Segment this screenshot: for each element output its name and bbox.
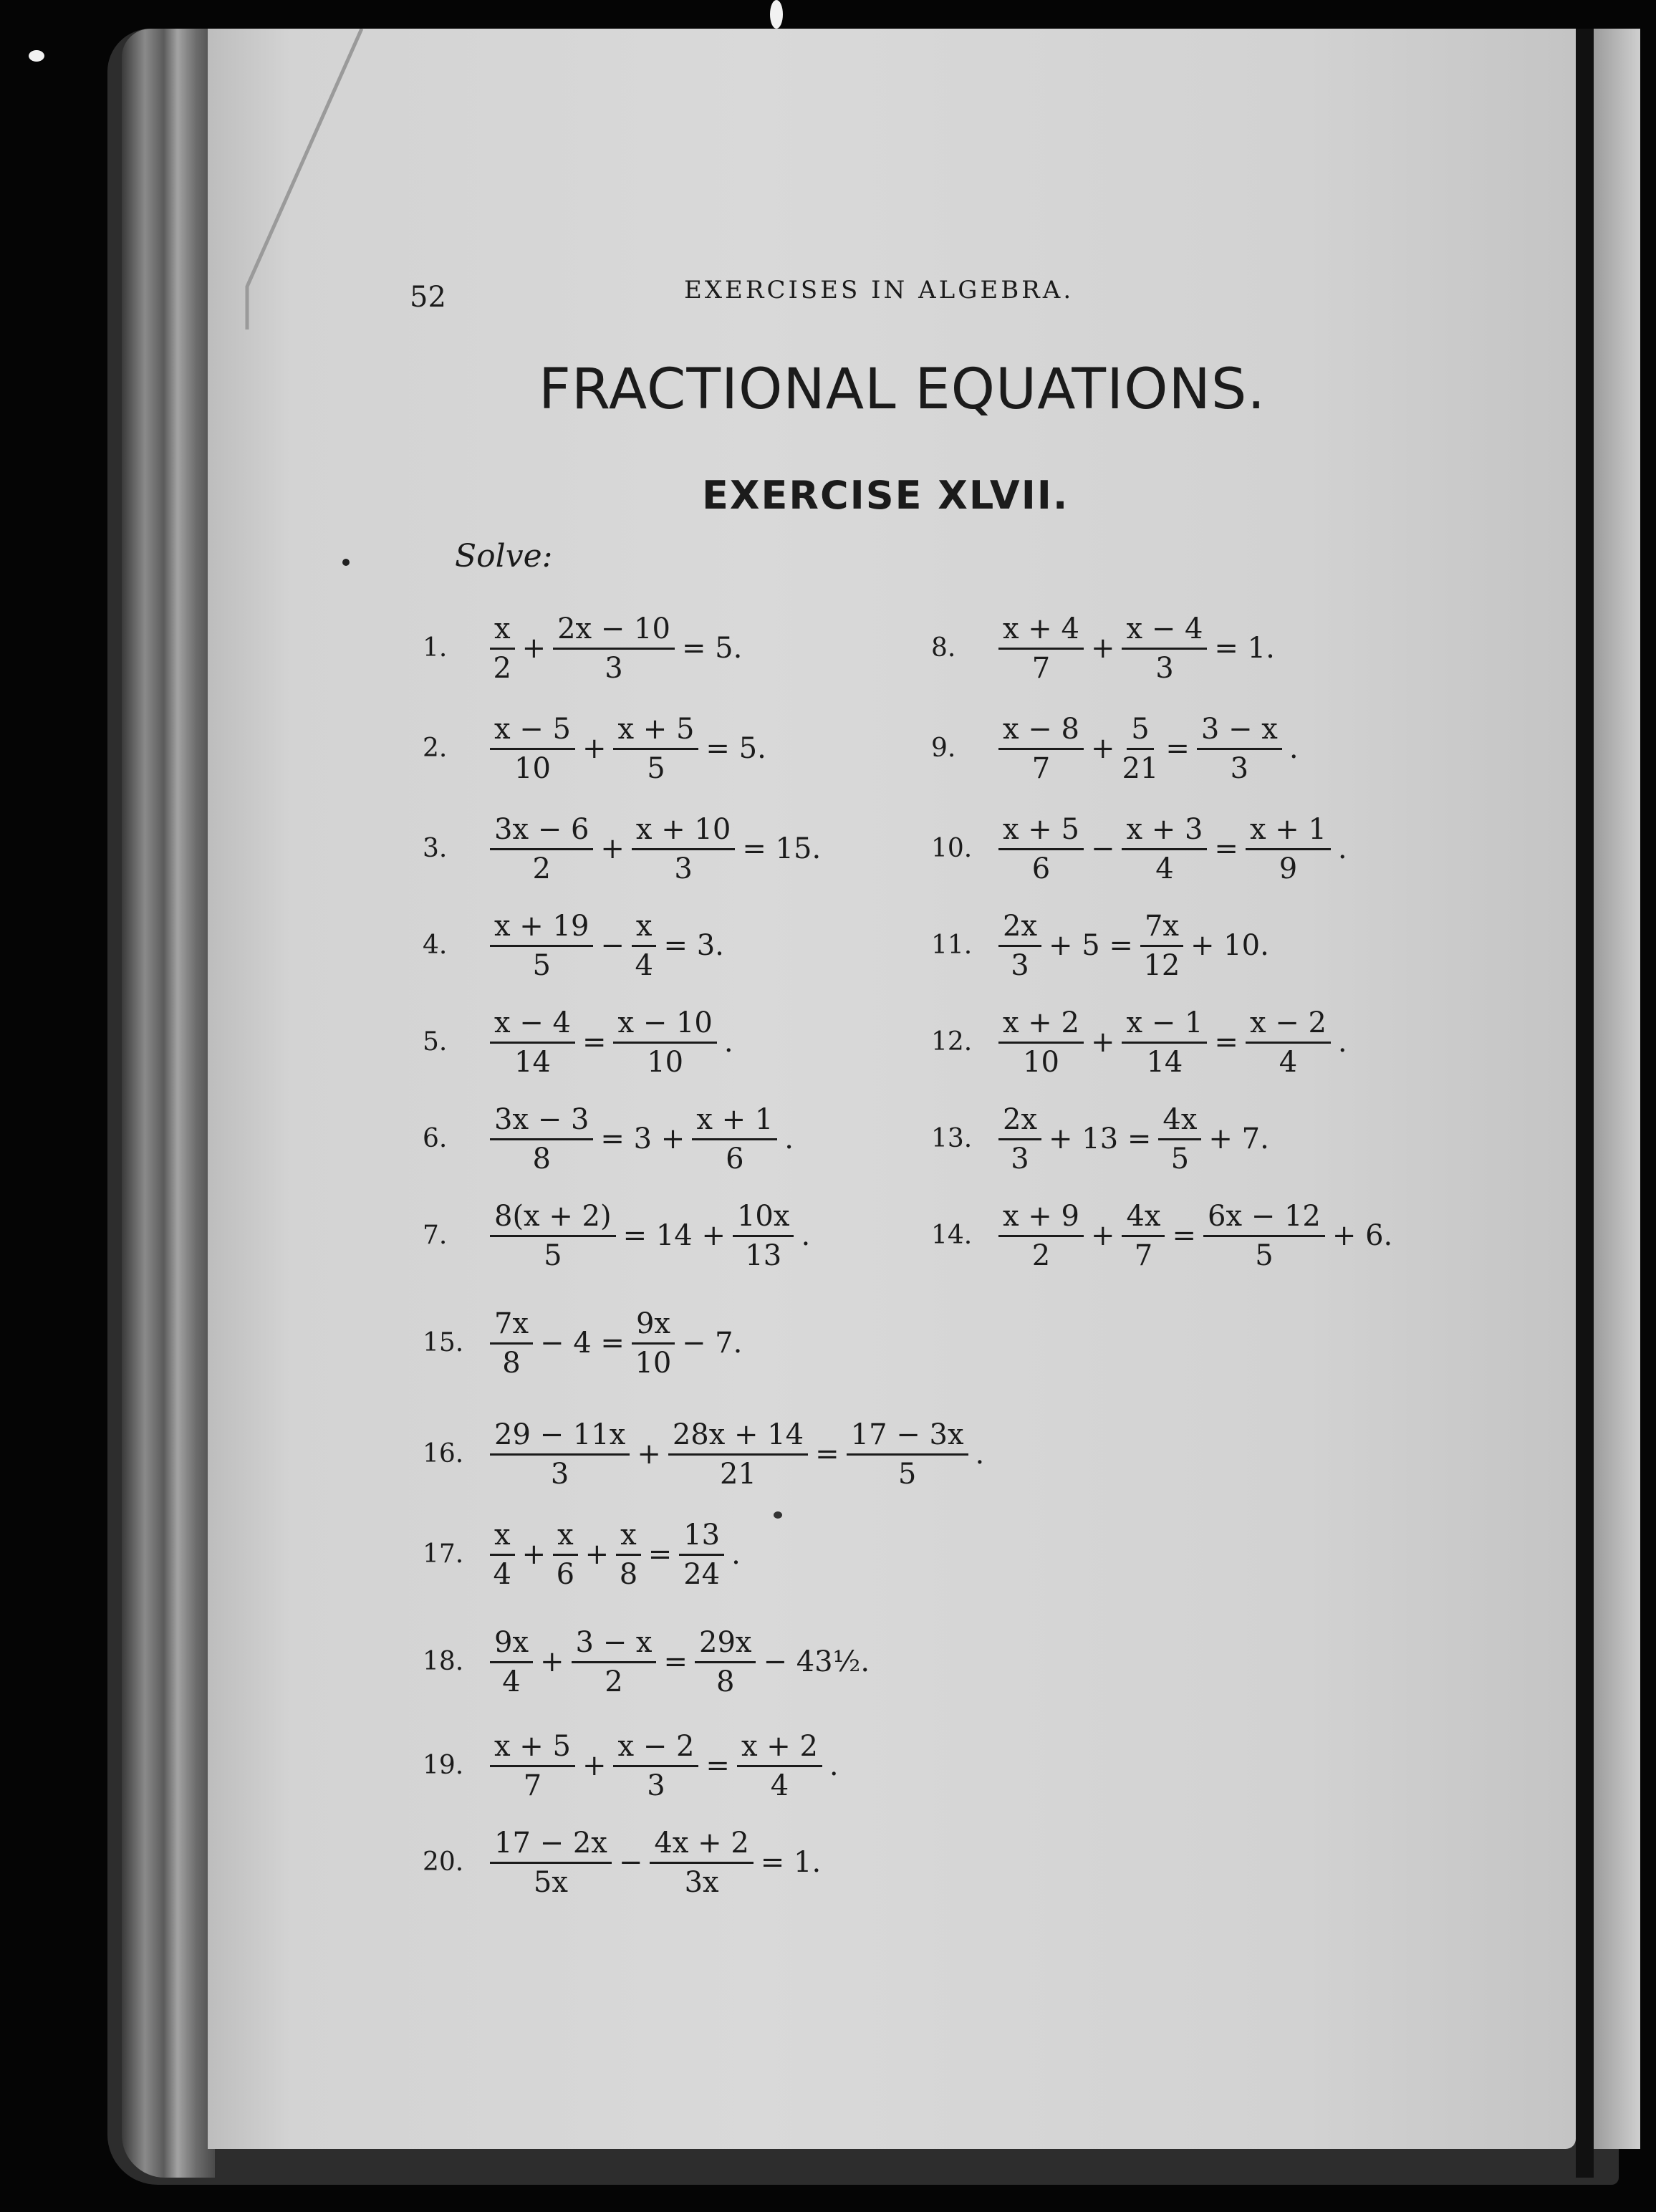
fraction (490, 812, 593, 885)
equation-operator: − 7. (681, 1327, 743, 1360)
fraction (613, 1006, 716, 1079)
fraction-numerator: x (553, 1521, 578, 1556)
fraction (737, 1729, 822, 1802)
equation-body (996, 712, 1303, 785)
fraction-numerator: x − 4 (490, 1009, 575, 1044)
facing-page-edge (1594, 29, 1640, 2149)
fraction (490, 1006, 575, 1079)
fraction-denominator: 6 (1031, 852, 1051, 885)
fraction (490, 1199, 616, 1272)
equation-number: 12. (931, 1027, 973, 1057)
fraction (998, 1102, 1041, 1175)
running-head: EXERCISES IN ALGEBRA. (684, 276, 1074, 304)
equation-operator: . (731, 1538, 741, 1571)
equation-number: 5. (423, 1027, 448, 1057)
equation-number: 20. (423, 1847, 464, 1877)
fraction (998, 612, 1084, 685)
fraction-denominator: 5 (647, 751, 665, 785)
equation-number: 8. (931, 633, 956, 663)
equation-body (487, 812, 825, 885)
fraction (1140, 909, 1183, 982)
fraction-denominator: 4 (502, 1665, 521, 1698)
fraction-denominator: 3 (605, 651, 623, 685)
book-page (208, 29, 1576, 2149)
equation-operator: . (1337, 1026, 1347, 1059)
equation-number: 19. (423, 1751, 464, 1780)
fraction-denominator: 4 (770, 1769, 789, 1802)
equation-operator: + (521, 632, 547, 665)
fraction-numerator: 2x (998, 1105, 1041, 1140)
equation-operator: + (582, 1749, 607, 1782)
fraction-numerator: x − 5 (490, 715, 575, 750)
equation-operator: − (618, 1846, 643, 1879)
equation-operator: + 10. (1190, 929, 1269, 962)
fraction-denominator: 3 (1155, 651, 1174, 685)
exercise-title: EXERCISE XLVII. (702, 473, 1069, 518)
fraction (490, 1729, 575, 1802)
equation-operator: = 1. (760, 1846, 822, 1879)
fraction-numerator: x − 10 (613, 1009, 716, 1044)
paper-speck (774, 1511, 782, 1519)
fraction-numerator: 7x (490, 1309, 533, 1345)
fraction-numerator: 6x − 12 (1203, 1202, 1325, 1237)
cover-spine-edge (122, 29, 215, 2178)
fraction-numerator: 3x − 6 (490, 815, 593, 850)
equation-number: 16. (423, 1439, 464, 1468)
fraction (1246, 1006, 1331, 1079)
fraction-denominator: 21 (1122, 751, 1159, 785)
fraction-denominator: 10 (635, 1346, 672, 1380)
fraction (490, 712, 575, 785)
fraction-numerator: 2x − 10 (553, 615, 675, 650)
fraction-numerator: 5 (1127, 715, 1153, 750)
fraction-numerator: x + 19 (490, 912, 593, 947)
fraction (692, 1102, 777, 1175)
equation-body (996, 1199, 1397, 1272)
equation-operator: = 1. (1214, 632, 1275, 665)
fraction-numerator: 4x (1122, 1202, 1165, 1237)
fraction-numerator: 3 − x (572, 1628, 657, 1663)
equation-operator: = 14 + (622, 1219, 726, 1252)
equation-operator: = (582, 1026, 607, 1059)
fraction-numerator: x − 4 (1122, 615, 1207, 650)
fraction-denominator: 14 (1146, 1045, 1183, 1079)
fraction-denominator: 14 (514, 1045, 551, 1079)
fraction-denominator: 3x (684, 1865, 719, 1899)
fraction-numerator: x + 10 (632, 815, 735, 850)
fraction-numerator: x − 2 (613, 1732, 698, 1767)
equation-body (996, 1006, 1352, 1079)
fraction (668, 1420, 808, 1489)
equation-body (996, 812, 1352, 885)
equation-operator: − 43½. (763, 1645, 870, 1678)
equation-operator: = (663, 1645, 688, 1678)
fraction-denominator: 3 (1230, 751, 1249, 785)
equation-operator: + 6. (1332, 1219, 1393, 1252)
page-number: 52 (410, 281, 446, 314)
equation-body (487, 1199, 814, 1272)
equation-number: 6. (423, 1124, 448, 1153)
fraction-denominator: 5 (532, 948, 551, 982)
equation-number: 4. (423, 931, 448, 960)
fraction-denominator: 3 (647, 1769, 665, 1802)
fraction-numerator: 2x (998, 912, 1041, 947)
fraction-denominator: 4 (635, 948, 653, 982)
equation-operator: . (1337, 832, 1347, 865)
fraction (998, 1006, 1084, 1079)
fraction-denominator: 3 (1011, 1142, 1029, 1175)
fraction-numerator: x + 2 (998, 1009, 1084, 1044)
fraction-denominator: 21 (720, 1457, 756, 1491)
fraction-numerator: 17 − 2x (490, 1829, 612, 1864)
equation-operator: + (582, 732, 607, 765)
fraction-denominator: 7 (1031, 751, 1051, 785)
equation-operator: + (1090, 732, 1115, 765)
fraction (1122, 1006, 1207, 1079)
equation-number: 11. (931, 931, 973, 960)
equation-body (487, 1418, 988, 1491)
fraction-numerator: x − 2 (1246, 1009, 1331, 1044)
equation-operator: + (521, 1538, 547, 1571)
fraction-numerator: x + 3 (1122, 815, 1207, 850)
fraction (490, 1102, 593, 1175)
equation-operator: + 7. (1208, 1122, 1269, 1155)
fraction-numerator: 17 − 3x (847, 1420, 968, 1456)
fraction (632, 1307, 675, 1380)
fraction-denominator: 7 (523, 1769, 542, 1802)
page-gutter (1576, 29, 1594, 2178)
equation-operator: + (600, 832, 625, 865)
equation-number: 7. (423, 1221, 448, 1250)
fraction (490, 909, 593, 982)
fraction (1158, 1102, 1201, 1175)
fraction-denominator: 7 (1031, 651, 1051, 685)
equation-operator: = (1214, 832, 1238, 865)
fraction (733, 1199, 794, 1272)
fraction-numerator: 8(x + 2) (490, 1202, 616, 1237)
equation-operator: . (801, 1219, 811, 1252)
fraction-denominator: 10 (1023, 1045, 1059, 1079)
fraction (998, 1199, 1084, 1272)
fraction (616, 1518, 641, 1591)
fraction-denominator: 8 (532, 1142, 551, 1175)
equation-operator: + (540, 1645, 564, 1678)
fraction-numerator: 4x + 2 (650, 1829, 753, 1864)
fraction-denominator: 9 (1279, 852, 1298, 885)
equation-body (487, 1826, 825, 1899)
fraction (632, 812, 735, 885)
equation-operator: . (975, 1438, 985, 1471)
fraction-denominator: 13 (745, 1239, 782, 1272)
equation-body (996, 1102, 1274, 1175)
fraction (1122, 612, 1207, 685)
fraction-denominator: 2 (1031, 1239, 1051, 1272)
equation-body (487, 1102, 798, 1175)
equation-operator: = (1165, 732, 1190, 765)
fraction-numerator: 4x (1158, 1105, 1201, 1140)
fraction (490, 1826, 612, 1899)
equation-operator: − 4 = (540, 1327, 625, 1360)
equation-operator: − (1090, 832, 1115, 865)
equation-operator: . (1289, 732, 1299, 765)
solve-instruction: Solve: (455, 538, 553, 574)
fraction (998, 712, 1084, 785)
equation-operator: + (1090, 1219, 1115, 1252)
fraction (1122, 1199, 1165, 1272)
equation-body (996, 909, 1274, 982)
chapter-title: FRACTIONAL EQUATIONS. (539, 357, 1266, 422)
equation-number: 3. (423, 834, 448, 863)
fraction-denominator: 4 (493, 1557, 511, 1591)
fraction-numerator: x (490, 615, 515, 650)
fraction-numerator: x + 5 (613, 715, 698, 750)
equation-body (487, 712, 771, 785)
fraction (650, 1826, 753, 1899)
equation-body (487, 1307, 746, 1380)
fraction (490, 1518, 515, 1591)
fraction-denominator: 8 (619, 1557, 638, 1591)
fraction-numerator: x − 1 (1122, 1009, 1207, 1044)
equation-operator: + (637, 1438, 661, 1471)
equation-operator: . (829, 1749, 839, 1782)
equation-number: 14. (931, 1221, 973, 1250)
fraction (1122, 812, 1207, 885)
equation-operator: = 5. (681, 632, 743, 665)
equation-body (487, 1729, 843, 1802)
fraction (695, 1625, 756, 1698)
fraction-numerator: 29 − 11x (490, 1420, 630, 1456)
fraction-numerator: 10x (733, 1202, 794, 1237)
fraction-denominator: 5x (533, 1865, 568, 1899)
equation-body (487, 612, 746, 685)
fraction-numerator: 13 (679, 1521, 724, 1556)
equation-number: 13. (931, 1124, 973, 1153)
fraction (553, 612, 675, 685)
fraction-numerator: x + 5 (490, 1732, 575, 1767)
fraction-denominator: 4 (1279, 1045, 1298, 1079)
equation-operator: + 5 = (1049, 929, 1133, 962)
equation-number: 9. (931, 734, 956, 763)
equation-body (487, 909, 728, 982)
page-fold-line (208, 29, 380, 330)
fraction-denominator: 8 (502, 1346, 521, 1380)
equation-operator: = (815, 1438, 839, 1471)
equation-number: 17. (423, 1539, 464, 1569)
fraction-denominator: 5 (1170, 1142, 1190, 1175)
fraction-denominator: 5 (897, 1457, 917, 1491)
equation-number: 18. (423, 1647, 464, 1676)
paper-speck (342, 559, 350, 566)
fraction-denominator: 3 (1011, 948, 1029, 982)
equation-operator: = (1214, 1026, 1238, 1059)
equation-operator: − (600, 929, 625, 962)
equation-body (487, 1518, 745, 1591)
fraction-numerator: 3x − 3 (490, 1105, 593, 1140)
fraction-numerator: x + 2 (737, 1732, 822, 1767)
fraction-numerator: 7x (1140, 912, 1183, 947)
equation-operator: . (784, 1122, 794, 1155)
fraction (1246, 812, 1331, 885)
fraction (998, 812, 1084, 885)
fraction (613, 1729, 698, 1802)
fraction-denominator: 6 (556, 1557, 575, 1591)
equation-operator: = (706, 1749, 730, 1782)
fraction-numerator: 29x (695, 1628, 756, 1663)
fraction-denominator: 5 (1255, 1239, 1274, 1272)
fraction-denominator: 3 (550, 1457, 569, 1491)
paper-speck (770, 0, 783, 29)
fraction-numerator: x + 1 (1246, 815, 1331, 850)
equation-body (996, 612, 1279, 685)
fraction (998, 909, 1041, 982)
fraction-denominator: 24 (683, 1557, 721, 1591)
equation-operator: + (1090, 632, 1115, 665)
fraction-denominator: 12 (1143, 948, 1180, 982)
fraction-denominator: 2 (532, 852, 551, 885)
fraction (1197, 712, 1282, 785)
fraction-denominator: 3 (674, 852, 693, 885)
fraction-denominator: 10 (647, 1045, 684, 1079)
fraction (1203, 1199, 1325, 1272)
fraction (1122, 712, 1159, 785)
fraction (553, 1518, 578, 1591)
equation-operator: = (648, 1538, 673, 1571)
fraction (679, 1518, 724, 1591)
fraction (490, 612, 515, 685)
fraction-numerator: x (632, 912, 657, 947)
equation-number: 1. (423, 633, 448, 663)
fraction-denominator: 5 (544, 1239, 562, 1272)
equation-operator: = (1172, 1219, 1196, 1252)
fraction (632, 909, 657, 982)
fraction-denominator: 2 (493, 651, 511, 685)
fraction-denominator: 4 (1155, 852, 1174, 885)
fraction (490, 1307, 533, 1380)
fraction-numerator: x + 5 (998, 815, 1084, 850)
fraction-numerator: 3 − x (1197, 715, 1282, 750)
equation-operator: = 3. (663, 929, 724, 962)
fraction-numerator: x − 8 (998, 715, 1084, 750)
fraction-denominator: 10 (514, 751, 551, 785)
equation-operator: = 5. (706, 732, 766, 765)
equation-operator: . (723, 1026, 733, 1059)
fraction-numerator: x (490, 1521, 515, 1556)
fraction-numerator: x (616, 1521, 641, 1556)
equation-body (487, 1625, 874, 1698)
equation-operator: + 13 = (1049, 1122, 1152, 1155)
equation-operator: = 15. (742, 832, 822, 865)
fraction (490, 1420, 630, 1489)
fraction-denominator: 2 (605, 1665, 623, 1698)
equation-number: 2. (423, 734, 448, 763)
fraction-denominator: 7 (1134, 1239, 1153, 1272)
fraction (572, 1625, 657, 1698)
fraction-numerator: x + 9 (998, 1202, 1084, 1237)
equation-body (487, 1006, 738, 1079)
fraction-numerator: 28x + 14 (668, 1420, 808, 1456)
fraction-numerator: 9x (490, 1628, 533, 1663)
fraction-numerator: x + 1 (692, 1105, 777, 1140)
fraction (490, 1625, 533, 1698)
equation-operator: + (584, 1538, 610, 1571)
equation-number: 15. (423, 1328, 464, 1357)
paper-speck (29, 50, 44, 62)
fraction (613, 712, 698, 785)
equation-operator: + (1090, 1026, 1115, 1059)
equation-operator: = 3 + (600, 1122, 685, 1155)
fraction-numerator: x + 4 (998, 615, 1084, 650)
equation-number: 10. (931, 834, 973, 863)
fraction-denominator: 8 (716, 1665, 735, 1698)
fraction-denominator: 6 (726, 1142, 744, 1175)
fraction-numerator: 9x (632, 1309, 675, 1345)
fraction (847, 1420, 968, 1489)
